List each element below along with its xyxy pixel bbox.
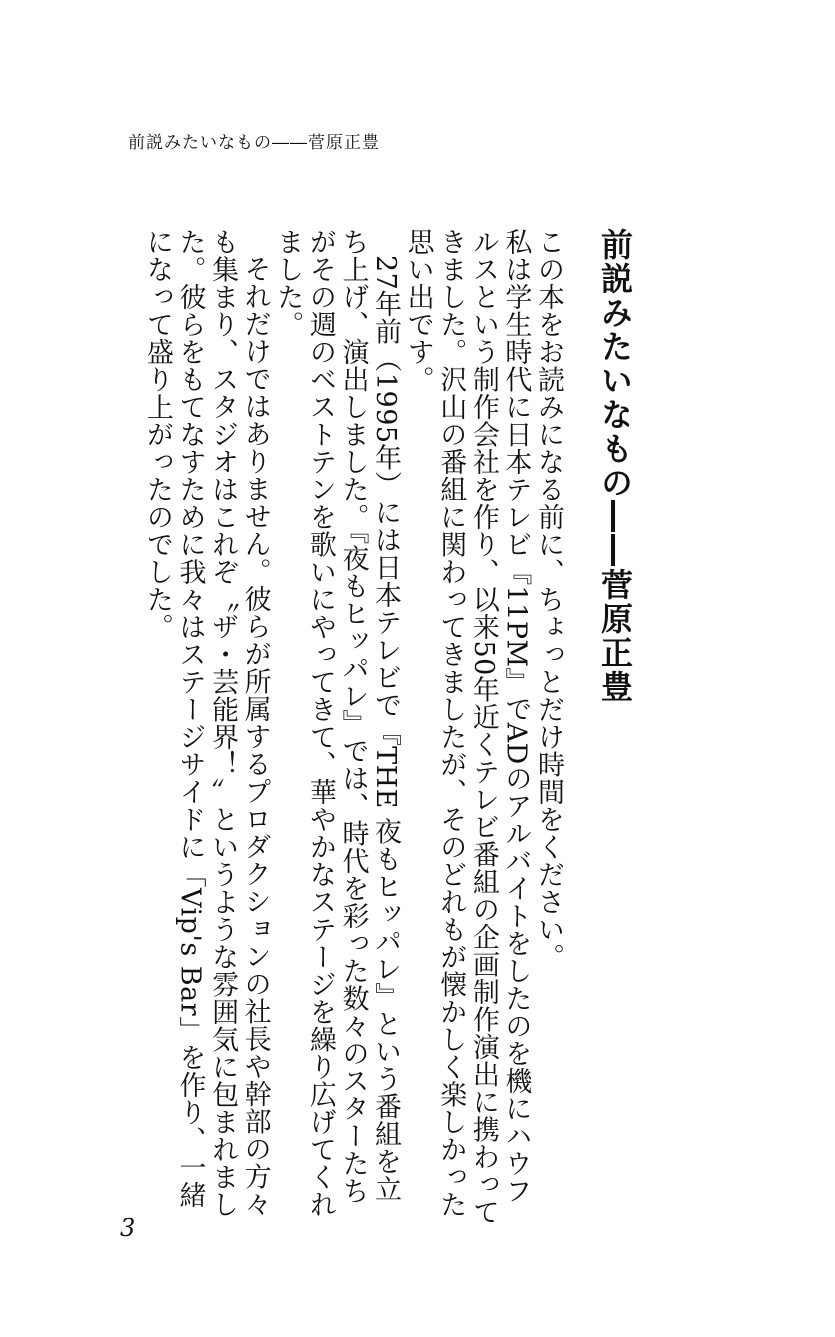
paragraph-2: 私は学生時代に日本テレビ『11PM』でADのアルバイトをしたのを機にハウフルスという制作会社を作り、以来50年近くテレビ番組の企画制作演出に携わってきました。沢山の番組に関わってきましたが、そのどれもが懐かしく楽しかった思い出です。 bbox=[402, 228, 532, 1226]
paragraph-1: この本をお読みになる前に、ちょっとだけ時間をください。 bbox=[533, 228, 564, 971]
page-number: 3 bbox=[120, 1214, 136, 1242]
paragraph-4: それだけではありません。彼らが所属するプロダクションの社長や幹部の方々も集まり、スタジオはこれぞ〝ザ・芸能界！〟というような雰囲気に包まれました。彼らをもてなすために我々はステージサイドに「Vip's Bar」を作り、一緒になって盛り上がったのでした。 bbox=[141, 228, 271, 1218]
running-head: 前説みたいなもの――菅原正豊 bbox=[128, 133, 380, 153]
paragraph-3: 27年前（1995年）には日本テレビで『THE 夜もヒッパレ』という番組を立ち上げ、演出しました。『夜もヒッパレ』では、時代を彩った数々のスターたちがその週のベストテンを歌いにやってきて、華やかなステージを繰り広げてくれました。 bbox=[272, 228, 402, 1218]
body-text bbox=[104, 228, 564, 1228]
chapter-heading: 前説みたいなもの――菅原正豊 bbox=[596, 228, 634, 704]
